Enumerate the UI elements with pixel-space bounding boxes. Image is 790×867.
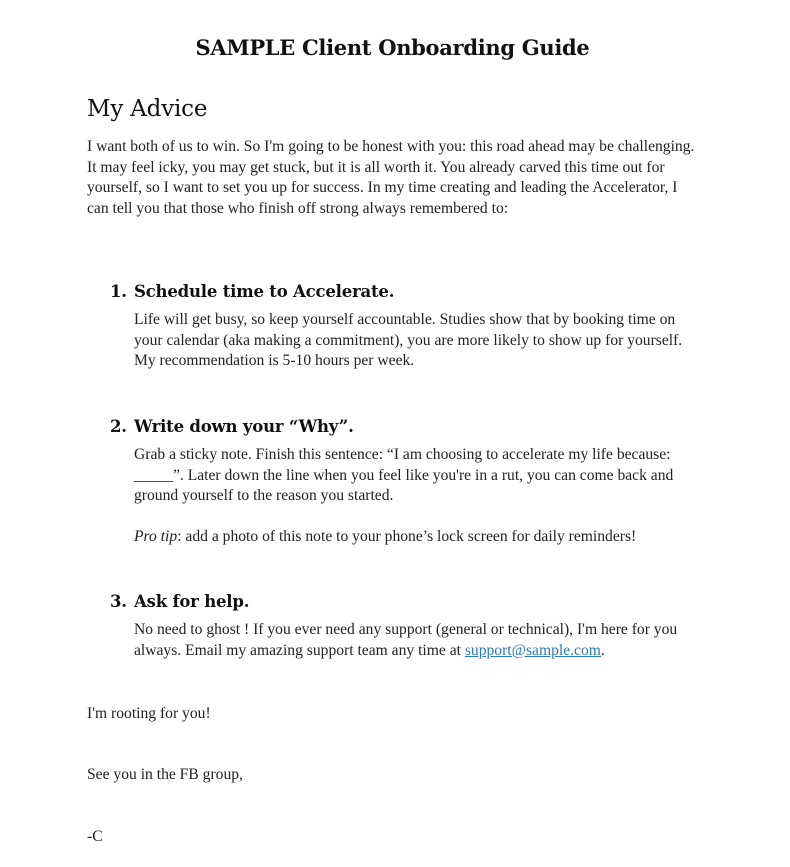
signature: -C [87,828,103,845]
pro-tip-label: Pro tip [134,527,178,545]
advice-item-3 [110,592,710,661]
closing-line-fb-group: See you in the FB group, [87,766,243,783]
closing-line-rooting: I'm rooting for you! [87,705,211,722]
advice-item-body: Life will get busy, so keep yourself accountable. Studies show that by booking time on your calendar (aka making a commitment), you are more likely to show up for yourself. My recommendation is 5-10 hours per week. [134,311,683,369]
section-heading: My Advice [87,96,208,122]
advice-item-number: 3. [110,592,127,611]
advice-item-body-end: . [600,641,605,659]
pro-tip [134,527,694,548]
advice-item-body: Grab a sticky note. Finish this sentence: “I am choosing to accelerate my life because: _____”. Later down the line when you feel like you're in a rut, you can come back and ground yourself to the reason you started. [134,446,674,504]
advice-item-2 [110,417,710,547]
support-email-link[interactable]: support@sample.com [464,641,601,659]
advice-item-title-text: Schedule time to Accelerate. [134,282,395,301]
advice-item-body-text: No need to ghost ! If you ever need any support (general or technical), I'm here for you always. Email my amazing support team any time at [134,621,678,659]
advice-item-body [134,620,694,661]
advice-item-title [110,417,710,436]
advice-item-1 [110,282,710,372]
advice-item-title [110,282,710,301]
pro-tip-text: : add a photo of this note to your phone’s lock screen for daily reminders! [177,527,637,545]
document-title: SAMPLE Client Onboarding Guide [195,35,590,60]
advice-item-title-text: Write down your “Why”. [134,417,354,436]
advice-item-title-text: Ask for help. [134,592,250,611]
advice-item-number: 1. [110,282,127,301]
intro-paragraph: I want both of us to win. So I'm going to be honest with you: this road ahead may be challenging. It may feel icky, you may get stuck, but it is all worth it. You already carved this time out for yourself, so I want to set you up for success. In my time creating and leading the Accelerator, I can tell you that those who finish off strong always remembered to: [87,138,695,217]
advice-item-number: 2. [110,417,127,436]
advice-item-title [110,592,710,611]
